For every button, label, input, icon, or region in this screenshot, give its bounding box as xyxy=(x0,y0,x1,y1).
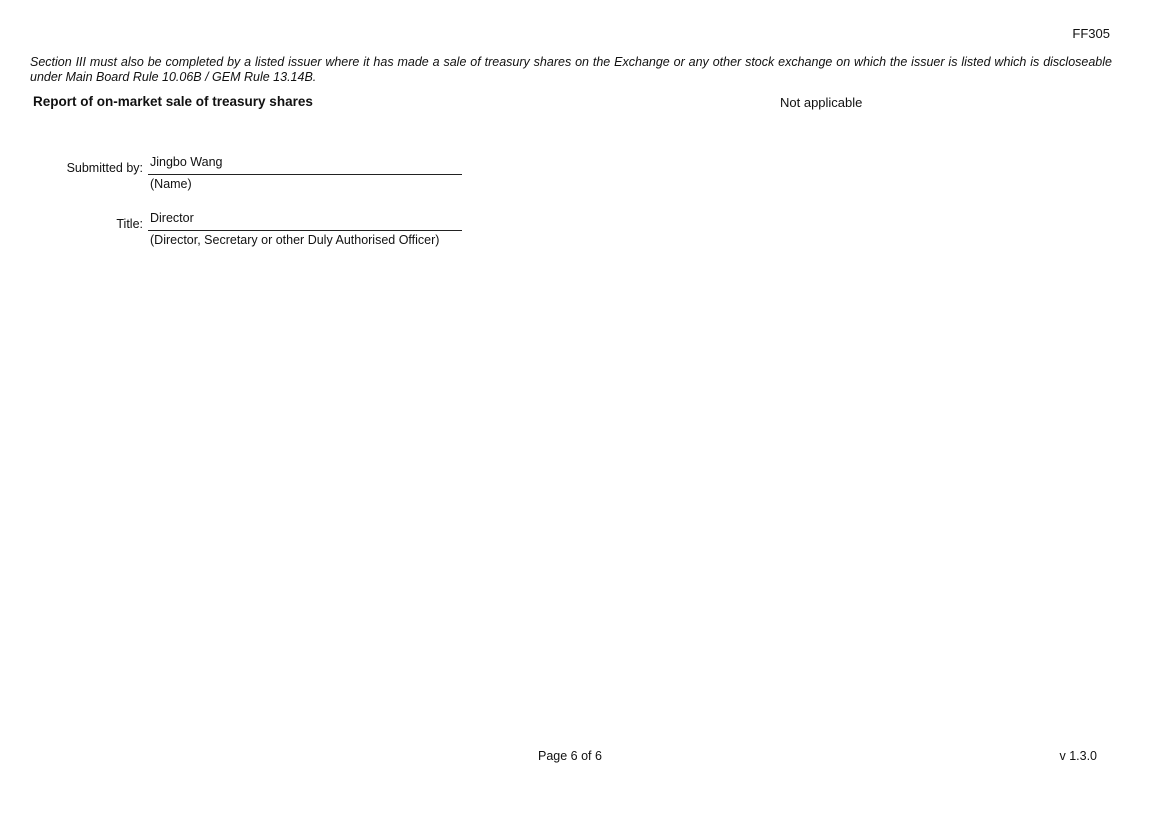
form-code-label: FF305 xyxy=(1072,26,1110,41)
section-heading: Report of on-market sale of treasury shares xyxy=(33,94,313,109)
status-not-applicable: Not applicable xyxy=(780,95,863,110)
submitted-by-label: Submitted by: xyxy=(66,161,143,175)
instruction-text: Section III must also be completed by a listed issuer where it has made a sale of treasury shares on the Exchange or any other stock exchange on which the issuer is listed which is discloseable under Main Board Rule 10.06B / GEM Rule 13.14B. xyxy=(30,55,1112,84)
submitted-by-row xyxy=(30,155,462,191)
section-header-row xyxy=(30,94,1110,112)
submitted-by-field-group xyxy=(148,155,462,191)
title-row xyxy=(30,211,462,247)
title-field-caption: (Director, Secretary or other Duly Authorised Officer) xyxy=(150,233,440,247)
title-label: Title: xyxy=(116,217,143,231)
name-field-caption: (Name) xyxy=(150,177,192,191)
title-field[interactable]: Director xyxy=(148,211,462,231)
submitted-by-name-field[interactable]: Jingbo Wang xyxy=(148,155,462,175)
version-label: v 1.3.0 xyxy=(1059,749,1097,763)
page-number: Page 6 of 6 xyxy=(538,749,602,763)
title-field-group xyxy=(148,211,462,247)
